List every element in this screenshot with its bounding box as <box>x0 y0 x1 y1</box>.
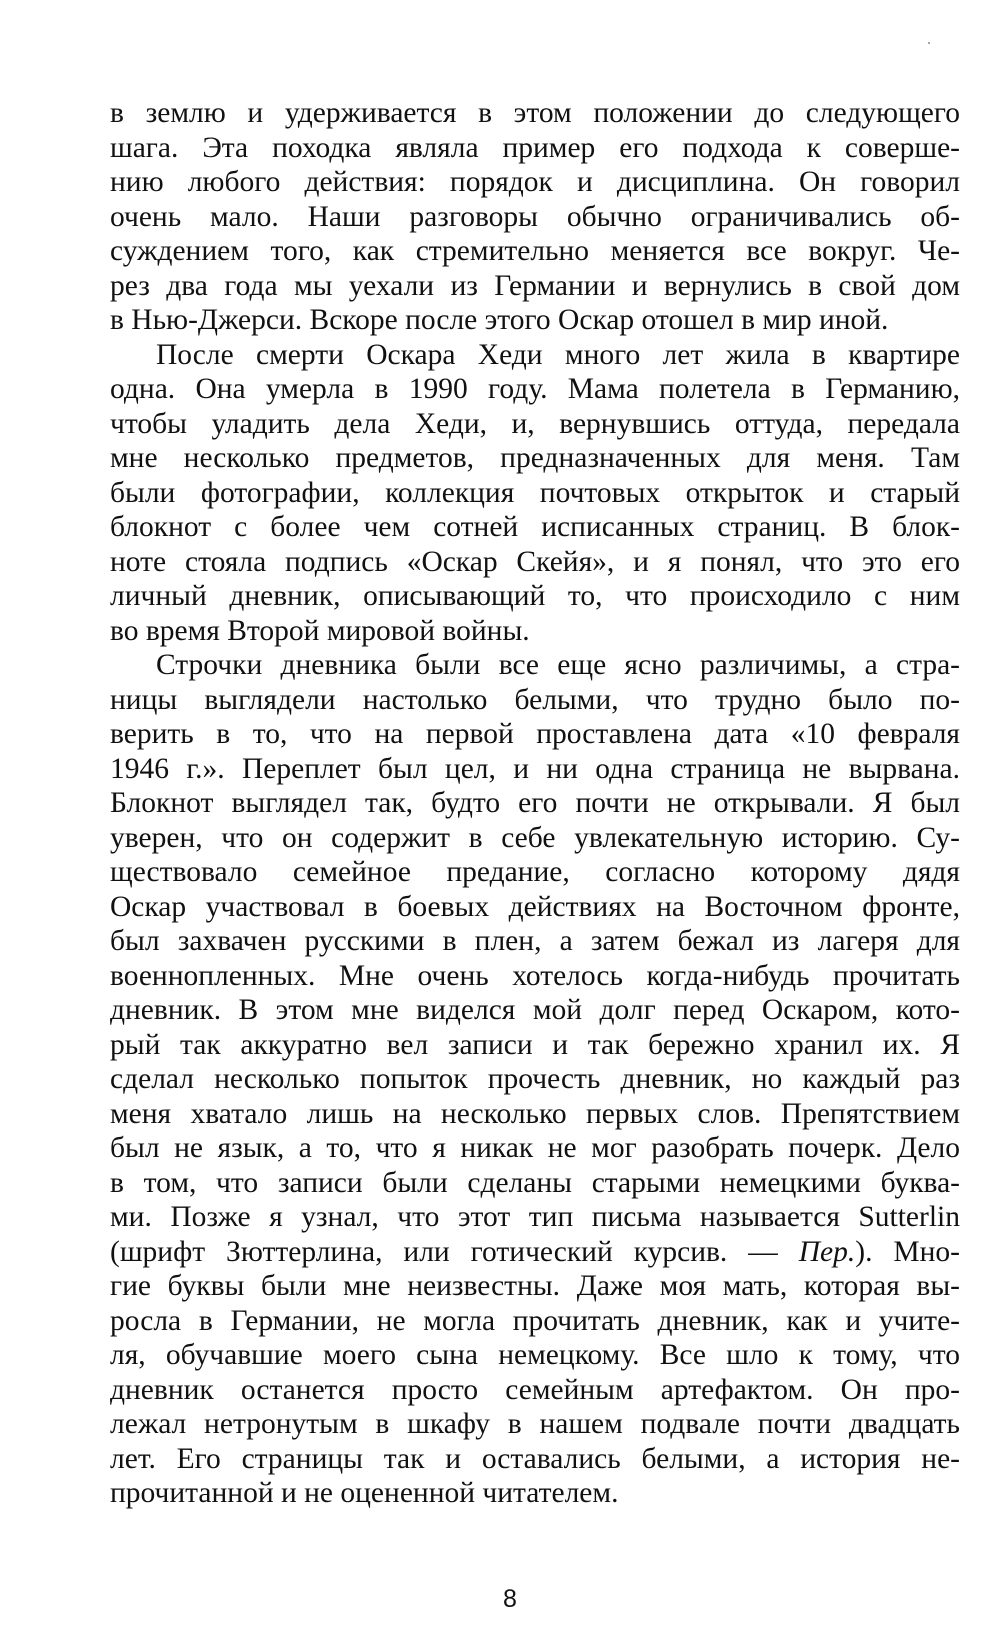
text-line: гие буквы были мне неизвестны. Даже моя мать, которая вы- <box>110 1270 960 1302</box>
text-line: личный дневник, описывающий то, что происходило с ним <box>110 580 960 612</box>
text-line: дневник останется просто семейным артефактом. Он про- <box>110 1373 960 1406</box>
text-line: одна. Она умерла в 1990 году. Мама полетела в Германию, <box>110 373 960 405</box>
text-line: шага. Эта походка являла пример его подхода к соверше- <box>110 131 960 164</box>
text-line: в землю и удерживается в этом положении до следующего <box>110 97 960 129</box>
text-line: росла в Германии, не могла прочитать дневник, как и учите- <box>110 1304 960 1337</box>
text-line: во время Второй мировой войны. <box>110 614 530 647</box>
text-line: ницы выглядели настолько белыми, что трудно было по- <box>110 683 960 716</box>
text-line: сделал несколько попыток прочесть дневник, но каждый раз <box>110 1063 960 1095</box>
text-line: блокнот с более чем сотней исписанных страниц. В блок- <box>110 511 960 543</box>
paragraph-start-line: Строчки дневника были все еще ясно различимы, а стра- <box>156 649 960 681</box>
text-segment: (шрифт Зюттерлина, или готический курсив. — <box>110 1235 799 1268</box>
text-line: прочитанной и не оцененной читателем. <box>110 1477 619 1509</box>
paragraph-start-line: После смерти Оскара Хеди много лет жила в квартире <box>156 338 960 371</box>
text-line: в Нью-Джерси. Вскоре после этого Оскар отошел в мир иной. <box>110 304 889 336</box>
text-line: был захвачен русскими в плен, а затем бежал из лагеря для <box>110 925 960 957</box>
text-line: дневник. В этом мне виделся мой долг перед Оскаром, кото- <box>110 994 960 1026</box>
text-line: очень мало. Наши разговоры обычно ограничивались об- <box>110 200 960 233</box>
text-line: мне несколько предметов, предназначенных для меня. Там <box>110 442 960 474</box>
text-line: Оскар участвовал в боевых действиях на Восточном фронте, <box>110 890 960 923</box>
text-segment: ). Мно- <box>855 1235 960 1268</box>
text-line: верить в то, что на первой проставлена дата «10 февраля <box>110 718 960 750</box>
text-line: ществовало семейное предание, согласно которому дядя <box>110 856 960 888</box>
text-line: чтобы уладить дела Хеди, и, вернувшись оттуда, передала <box>110 407 960 440</box>
text-line: уверен, что он содержит в себе увлекательную историю. Су- <box>110 821 960 854</box>
text-line: суждением того, как стремительно меняется все вокруг. Че- <box>110 235 960 267</box>
page-number: 8 <box>503 1585 517 1613</box>
translator-note-abbr: Пер. <box>798 1235 856 1268</box>
text-line: лежал нетронутым в шкафу в нашем подвале почти двадцать <box>110 1408 960 1440</box>
text-line-with-italic <box>110 1235 960 1270</box>
text-line: в том, что записи были сделаны старыми немецкими буква- <box>110 1166 960 1199</box>
text-line: военнопленных. Мне очень хотелось когда-нибудь прочитать <box>110 959 960 992</box>
text-line: рый так аккуратно вел записи и так бережно хранил их. Я <box>110 1028 960 1061</box>
text-line: Блокнот выглядел так, будто его почти не открывали. Я был <box>110 787 960 819</box>
text-line: был не язык, а то, что я никак не мог разобрать почерк. Дело <box>110 1132 960 1164</box>
text-line: были фотографии, коллекция почтовых открыток и старый <box>110 476 960 509</box>
text-line: рез два года мы уехали из Германии и вернулись в свой дом <box>110 269 960 302</box>
scan-speck <box>928 42 930 44</box>
text-line: ноте стояла подпись «Оскар Скейя», и я понял, что это его <box>110 545 960 578</box>
text-line: нию любого действия: порядок и дисциплина. Он говорил <box>110 166 960 198</box>
body-text <box>110 96 960 1511</box>
text-line: меня хватало лишь на несколько первых слов. Препятствием <box>110 1097 960 1130</box>
text-line: 1946 г.». Переплет был цел, и ни одна страница не вырвана. <box>110 752 960 785</box>
text-line: лет. Его страницы так и оставались белыми, а история не- <box>110 1442 960 1475</box>
text-line: ля, обучавшие моего сына немецкому. Все шло к тому, что <box>110 1339 960 1371</box>
text-line: ми. Позже я узнал, что этот тип письма называется Sutterlin <box>110 1201 960 1233</box>
